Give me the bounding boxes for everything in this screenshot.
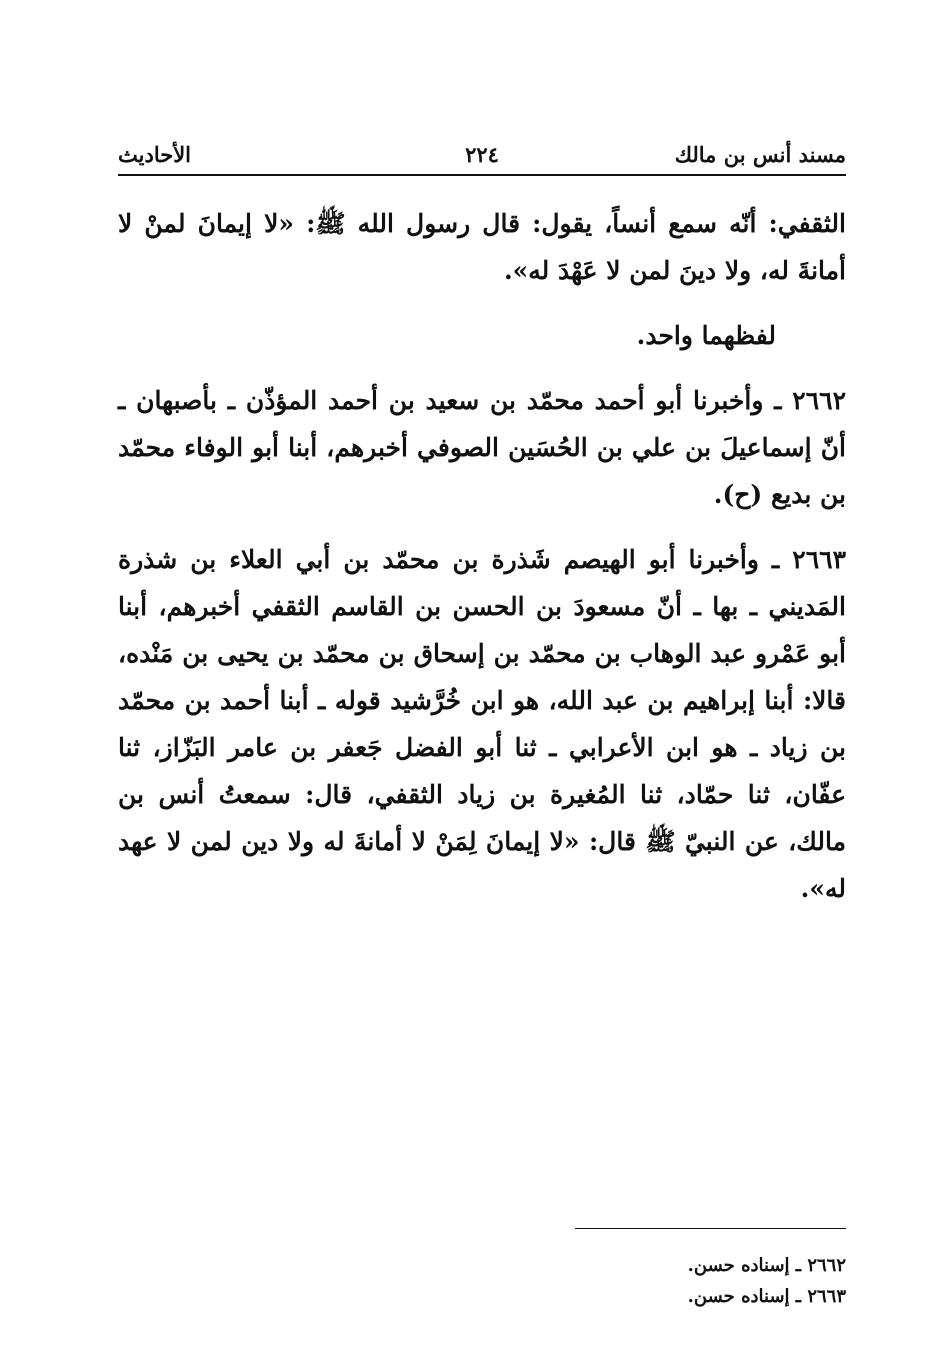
main-text	[118, 200, 846, 930]
hadith-2662	[118, 377, 846, 518]
hadith-text: ـ وأخبرنا أبو الهيصم شَذرة بن محمّد بن أبي العلاء بن شذرة المَديني ـ بها ـ أنّ مسعودَ بن الحسن بن القاسم الثقفي أخبرهم، أبنا أبو عَمْرو عبد الوهاب بن محمّد بن إسحاق بن محمّد بن يحيى بن مَنْده، قالا: أبنا إبراهيم بن عبد الله، هو ابن خُرَّشيد قوله ـ أبنا أحمد بن محمّد بن زياد ـ هو ابن الأعرابي ـ ثنا أبو الفضل جَعفر بن عامر البَزّاز، ثنا عفّان، ثنا حمّاد، ثنا المُغيرة بن زياد الثقفي، قال: سمعتُ أنس بن مالك، عن النبيّ ﷺ قال: «لا إيمانَ لِمَنْ لا أمانةَ له ولا دين لمن لا عهد له».	[118, 545, 846, 903]
paragraph-note: لفظهما واحد.	[636, 321, 776, 350]
footnotes	[118, 1250, 846, 1312]
paragraph-continuation: الثقفي: أنّه سمع أنساً، يقول: قال رسول الله ﷺ: «لا إيمانَ لمنْ لا أمانةَ له، ولا دينَ لمن لا عَهْدَ له».	[118, 209, 846, 285]
page-number: ٢٢٤	[465, 142, 499, 167]
hadith-text: ـ وأخبرنا أبو أحمد محمّد بن سعيد بن أحمد المؤذّن ـ بأصبهان ـ أنّ إسماعيلَ بن علي بن الحُسَين الصوفي أخبرهم، أبنا أبو الوفاء محمّد بن بديع (ح).	[118, 386, 846, 509]
header-divider	[118, 174, 846, 176]
footnote-2663: ٢٦٦٣ ـ إسناده حسن.	[687, 1286, 846, 1307]
hadith-number: ٢٦٦٢	[792, 386, 846, 415]
hadith-2663	[118, 536, 846, 912]
footnote-divider	[575, 1228, 846, 1229]
hadith-number: ٢٦٦٣	[792, 545, 846, 574]
header-section-title: الأحاديث	[118, 142, 192, 167]
footnote-2662: ٢٦٦٢ ـ إسناده حسن.	[687, 1255, 846, 1276]
header-book-title: مسند أنس بن مالك	[674, 142, 846, 167]
running-header	[118, 138, 846, 178]
